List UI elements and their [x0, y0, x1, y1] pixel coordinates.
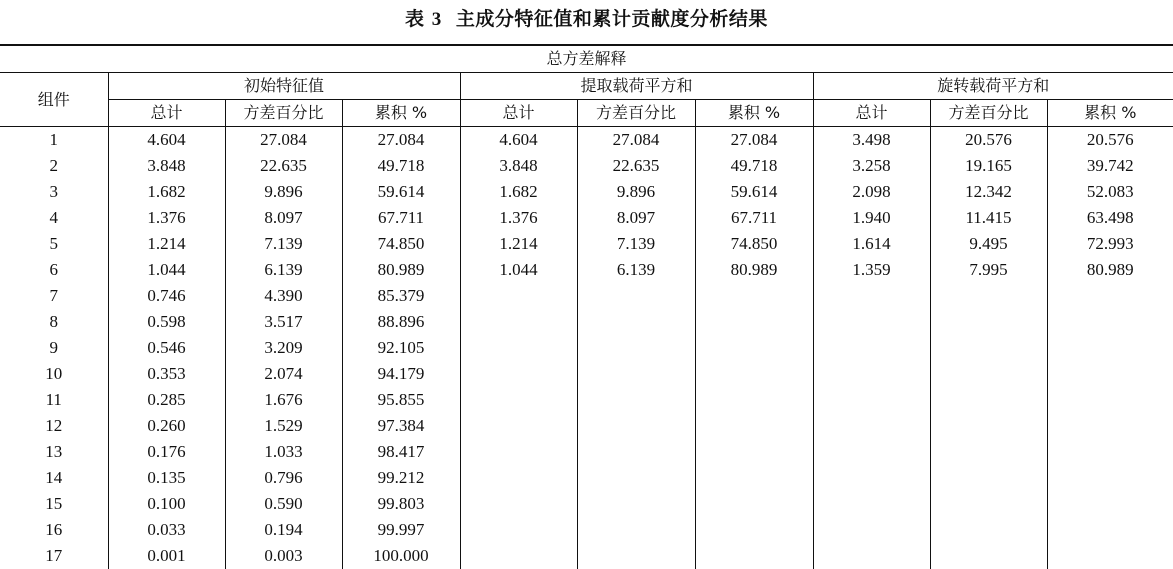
cell-initial-cumulative: 85.379	[342, 283, 460, 309]
table-row	[0, 413, 1173, 439]
cell-initial-variance-pct: 1.529	[225, 413, 342, 439]
cell-extraction-total	[460, 439, 577, 465]
table-row	[0, 543, 1173, 569]
cell-extraction-total: 1.376	[460, 205, 577, 231]
cell-initial-total: 0.001	[108, 543, 225, 569]
cell-extraction-total: 4.604	[460, 127, 577, 154]
cell-component: 16	[0, 517, 108, 543]
cell-extraction-total	[460, 465, 577, 491]
cell-rotation-total: 1.614	[813, 231, 930, 257]
table-title-number: 3	[432, 9, 442, 30]
cell-extraction-variance-pct	[577, 283, 695, 309]
cell-initial-variance-pct: 4.390	[225, 283, 342, 309]
cell-initial-total: 0.100	[108, 491, 225, 517]
header-cumulative: 累积 %	[342, 100, 460, 127]
cell-rotation-cumulative	[1047, 387, 1173, 413]
cell-rotation-variance-pct: 12.342	[930, 179, 1047, 205]
table-row	[0, 231, 1173, 257]
cell-extraction-variance-pct	[577, 335, 695, 361]
cell-component: 7	[0, 283, 108, 309]
cell-rotation-cumulative	[1047, 517, 1173, 543]
cell-initial-total: 0.260	[108, 413, 225, 439]
header-total: 总计	[108, 100, 225, 127]
cell-extraction-total	[460, 543, 577, 569]
cell-extraction-cumulative	[695, 517, 813, 543]
cell-rotation-cumulative: 80.989	[1047, 257, 1173, 283]
cell-component: 3	[0, 179, 108, 205]
cell-rotation-total: 3.498	[813, 127, 930, 154]
cell-component: 4	[0, 205, 108, 231]
cell-initial-total: 4.604	[108, 127, 225, 154]
cell-component: 1	[0, 127, 108, 154]
cell-initial-total: 0.285	[108, 387, 225, 413]
cell-rotation-cumulative	[1047, 491, 1173, 517]
cell-initial-total: 0.033	[108, 517, 225, 543]
cell-component: 5	[0, 231, 108, 257]
cell-rotation-total	[813, 387, 930, 413]
table-row	[0, 283, 1173, 309]
cell-rotation-cumulative	[1047, 335, 1173, 361]
cell-rotation-cumulative: 39.742	[1047, 153, 1173, 179]
cell-initial-variance-pct: 0.003	[225, 543, 342, 569]
cell-initial-variance-pct: 27.084	[225, 127, 342, 154]
cell-extraction-variance-pct: 7.139	[577, 231, 695, 257]
variance-table	[0, 44, 1173, 569]
cell-rotation-total: 3.258	[813, 153, 930, 179]
cell-extraction-cumulative: 80.989	[695, 257, 813, 283]
cell-extraction-variance-pct: 22.635	[577, 153, 695, 179]
cell-rotation-total	[813, 439, 930, 465]
cell-extraction-cumulative: 67.711	[695, 205, 813, 231]
cell-rotation-variance-pct	[930, 387, 1047, 413]
header-total: 总计	[813, 100, 930, 127]
cell-initial-total: 3.848	[108, 153, 225, 179]
cell-rotation-variance-pct	[930, 543, 1047, 569]
cell-rotation-cumulative: 63.498	[1047, 205, 1173, 231]
cell-initial-total: 0.746	[108, 283, 225, 309]
header-variance-pct: 方差百分比	[225, 100, 342, 127]
cell-initial-cumulative: 74.850	[342, 231, 460, 257]
table-row	[0, 179, 1173, 205]
cell-extraction-cumulative	[695, 543, 813, 569]
cell-extraction-variance-pct	[577, 439, 695, 465]
cell-extraction-variance-pct: 9.896	[577, 179, 695, 205]
cell-initial-cumulative: 27.084	[342, 127, 460, 154]
cell-extraction-cumulative	[695, 387, 813, 413]
cell-extraction-variance-pct	[577, 517, 695, 543]
table-row	[0, 127, 1173, 154]
table-body	[0, 127, 1173, 569]
cell-extraction-variance-pct	[577, 465, 695, 491]
cell-rotation-cumulative	[1047, 439, 1173, 465]
cell-extraction-total: 3.848	[460, 153, 577, 179]
cell-initial-variance-pct: 0.590	[225, 491, 342, 517]
cell-extraction-total	[460, 283, 577, 309]
cell-rotation-total	[813, 517, 930, 543]
cell-extraction-cumulative: 27.084	[695, 127, 813, 154]
cell-initial-total: 0.353	[108, 361, 225, 387]
cell-component: 15	[0, 491, 108, 517]
cell-initial-variance-pct: 0.194	[225, 517, 342, 543]
table-title-prefix: 表	[405, 8, 425, 30]
cell-extraction-variance-pct: 6.139	[577, 257, 695, 283]
cell-rotation-cumulative	[1047, 543, 1173, 569]
header-cumulative: 累积 %	[695, 100, 813, 127]
cell-extraction-variance-pct	[577, 361, 695, 387]
cell-extraction-cumulative: 59.614	[695, 179, 813, 205]
cell-rotation-variance-pct	[930, 309, 1047, 335]
cell-initial-cumulative: 94.179	[342, 361, 460, 387]
cell-extraction-total	[460, 491, 577, 517]
cell-rotation-total	[813, 361, 930, 387]
table-title	[0, 6, 1173, 33]
table-row	[0, 439, 1173, 465]
cell-component: 9	[0, 335, 108, 361]
header-group-rotation: 旋转载荷平方和	[813, 73, 1173, 100]
cell-initial-cumulative: 80.989	[342, 257, 460, 283]
cell-initial-cumulative: 99.803	[342, 491, 460, 517]
cell-rotation-variance-pct	[930, 491, 1047, 517]
cell-rotation-total	[813, 491, 930, 517]
cell-initial-variance-pct: 1.676	[225, 387, 342, 413]
cell-initial-cumulative: 49.718	[342, 153, 460, 179]
cell-initial-cumulative: 92.105	[342, 335, 460, 361]
cell-rotation-total	[813, 309, 930, 335]
table-row	[0, 335, 1173, 361]
cell-extraction-cumulative	[695, 309, 813, 335]
cell-extraction-total	[460, 517, 577, 543]
cell-rotation-cumulative: 20.576	[1047, 127, 1173, 154]
cell-initial-variance-pct: 9.896	[225, 179, 342, 205]
table-row	[0, 465, 1173, 491]
cell-rotation-cumulative: 72.993	[1047, 231, 1173, 257]
cell-component: 6	[0, 257, 108, 283]
cell-rotation-cumulative	[1047, 309, 1173, 335]
cell-rotation-cumulative	[1047, 413, 1173, 439]
cell-rotation-total	[813, 335, 930, 361]
cell-extraction-variance-pct: 27.084	[577, 127, 695, 154]
cell-rotation-variance-pct	[930, 439, 1047, 465]
table-row	[0, 153, 1173, 179]
cell-rotation-total: 1.359	[813, 257, 930, 283]
cell-component: 2	[0, 153, 108, 179]
cell-extraction-cumulative	[695, 413, 813, 439]
cell-extraction-variance-pct	[577, 543, 695, 569]
cell-initial-cumulative: 95.855	[342, 387, 460, 413]
cell-initial-total: 1.214	[108, 231, 225, 257]
cell-extraction-variance-pct	[577, 413, 695, 439]
table-row	[0, 517, 1173, 543]
cell-component: 11	[0, 387, 108, 413]
cell-component: 10	[0, 361, 108, 387]
cell-rotation-variance-pct	[930, 361, 1047, 387]
cell-component: 8	[0, 309, 108, 335]
cell-initial-variance-pct: 1.033	[225, 439, 342, 465]
header-group-extraction: 提取载荷平方和	[460, 73, 813, 100]
header-total-variance: 总方差解释	[0, 45, 1173, 73]
cell-rotation-total	[813, 543, 930, 569]
cell-initial-cumulative: 97.384	[342, 413, 460, 439]
cell-rotation-variance-pct: 7.995	[930, 257, 1047, 283]
cell-rotation-variance-pct: 19.165	[930, 153, 1047, 179]
cell-extraction-total: 1.682	[460, 179, 577, 205]
cell-component: 17	[0, 543, 108, 569]
cell-extraction-total	[460, 413, 577, 439]
cell-extraction-total	[460, 361, 577, 387]
cell-rotation-variance-pct	[930, 335, 1047, 361]
header-cumulative: 累积 %	[1047, 100, 1173, 127]
cell-initial-cumulative: 98.417	[342, 439, 460, 465]
header-variance-pct: 方差百分比	[577, 100, 695, 127]
cell-initial-cumulative: 59.614	[342, 179, 460, 205]
table-title-text: 主成分特征值和累计贡献度分析结果	[456, 8, 768, 30]
cell-initial-cumulative: 99.212	[342, 465, 460, 491]
cell-initial-total: 0.176	[108, 439, 225, 465]
cell-initial-cumulative: 100.000	[342, 543, 460, 569]
cell-initial-variance-pct: 8.097	[225, 205, 342, 231]
cell-initial-variance-pct: 3.517	[225, 309, 342, 335]
table-row	[0, 491, 1173, 517]
cell-rotation-total	[813, 413, 930, 439]
cell-rotation-variance-pct: 20.576	[930, 127, 1047, 154]
cell-extraction-total: 1.044	[460, 257, 577, 283]
cell-initial-variance-pct: 2.074	[225, 361, 342, 387]
cell-extraction-total: 1.214	[460, 231, 577, 257]
header-variance-pct: 方差百分比	[930, 100, 1047, 127]
cell-rotation-variance-pct: 9.495	[930, 231, 1047, 257]
cell-extraction-variance-pct	[577, 309, 695, 335]
cell-extraction-total	[460, 387, 577, 413]
cell-extraction-cumulative: 49.718	[695, 153, 813, 179]
cell-component: 13	[0, 439, 108, 465]
cell-initial-variance-pct: 0.796	[225, 465, 342, 491]
cell-rotation-variance-pct	[930, 465, 1047, 491]
cell-initial-cumulative: 67.711	[342, 205, 460, 231]
cell-rotation-cumulative	[1047, 361, 1173, 387]
cell-initial-cumulative: 99.997	[342, 517, 460, 543]
cell-rotation-total: 2.098	[813, 179, 930, 205]
cell-initial-total: 0.135	[108, 465, 225, 491]
cell-rotation-total	[813, 283, 930, 309]
cell-extraction-total	[460, 335, 577, 361]
cell-rotation-variance-pct	[930, 413, 1047, 439]
cell-rotation-total	[813, 465, 930, 491]
cell-rotation-total: 1.940	[813, 205, 930, 231]
header-total: 总计	[460, 100, 577, 127]
cell-extraction-cumulative	[695, 361, 813, 387]
cell-initial-variance-pct: 22.635	[225, 153, 342, 179]
cell-rotation-variance-pct: 11.415	[930, 205, 1047, 231]
cell-component: 12	[0, 413, 108, 439]
table-row	[0, 309, 1173, 335]
cell-extraction-cumulative	[695, 283, 813, 309]
table-row	[0, 257, 1173, 283]
cell-extraction-variance-pct: 8.097	[577, 205, 695, 231]
cell-initial-cumulative: 88.896	[342, 309, 460, 335]
cell-extraction-cumulative	[695, 465, 813, 491]
cell-initial-total: 0.598	[108, 309, 225, 335]
cell-extraction-total	[460, 309, 577, 335]
cell-extraction-variance-pct	[577, 491, 695, 517]
cell-extraction-cumulative	[695, 491, 813, 517]
cell-initial-variance-pct: 3.209	[225, 335, 342, 361]
cell-component: 14	[0, 465, 108, 491]
cell-initial-total: 0.546	[108, 335, 225, 361]
cell-rotation-variance-pct	[930, 517, 1047, 543]
table-row	[0, 387, 1173, 413]
cell-initial-total: 1.682	[108, 179, 225, 205]
cell-rotation-cumulative	[1047, 283, 1173, 309]
cell-rotation-cumulative	[1047, 465, 1173, 491]
table-row	[0, 205, 1173, 231]
header-group-initial: 初始特征值	[108, 73, 460, 100]
cell-rotation-variance-pct	[930, 283, 1047, 309]
header-component: 组件	[0, 73, 108, 127]
cell-extraction-cumulative	[695, 335, 813, 361]
cell-initial-variance-pct: 7.139	[225, 231, 342, 257]
cell-initial-total: 1.376	[108, 205, 225, 231]
cell-initial-variance-pct: 6.139	[225, 257, 342, 283]
cell-initial-total: 1.044	[108, 257, 225, 283]
cell-extraction-cumulative: 74.850	[695, 231, 813, 257]
cell-extraction-variance-pct	[577, 387, 695, 413]
table-row	[0, 361, 1173, 387]
cell-extraction-cumulative	[695, 439, 813, 465]
cell-rotation-cumulative: 52.083	[1047, 179, 1173, 205]
